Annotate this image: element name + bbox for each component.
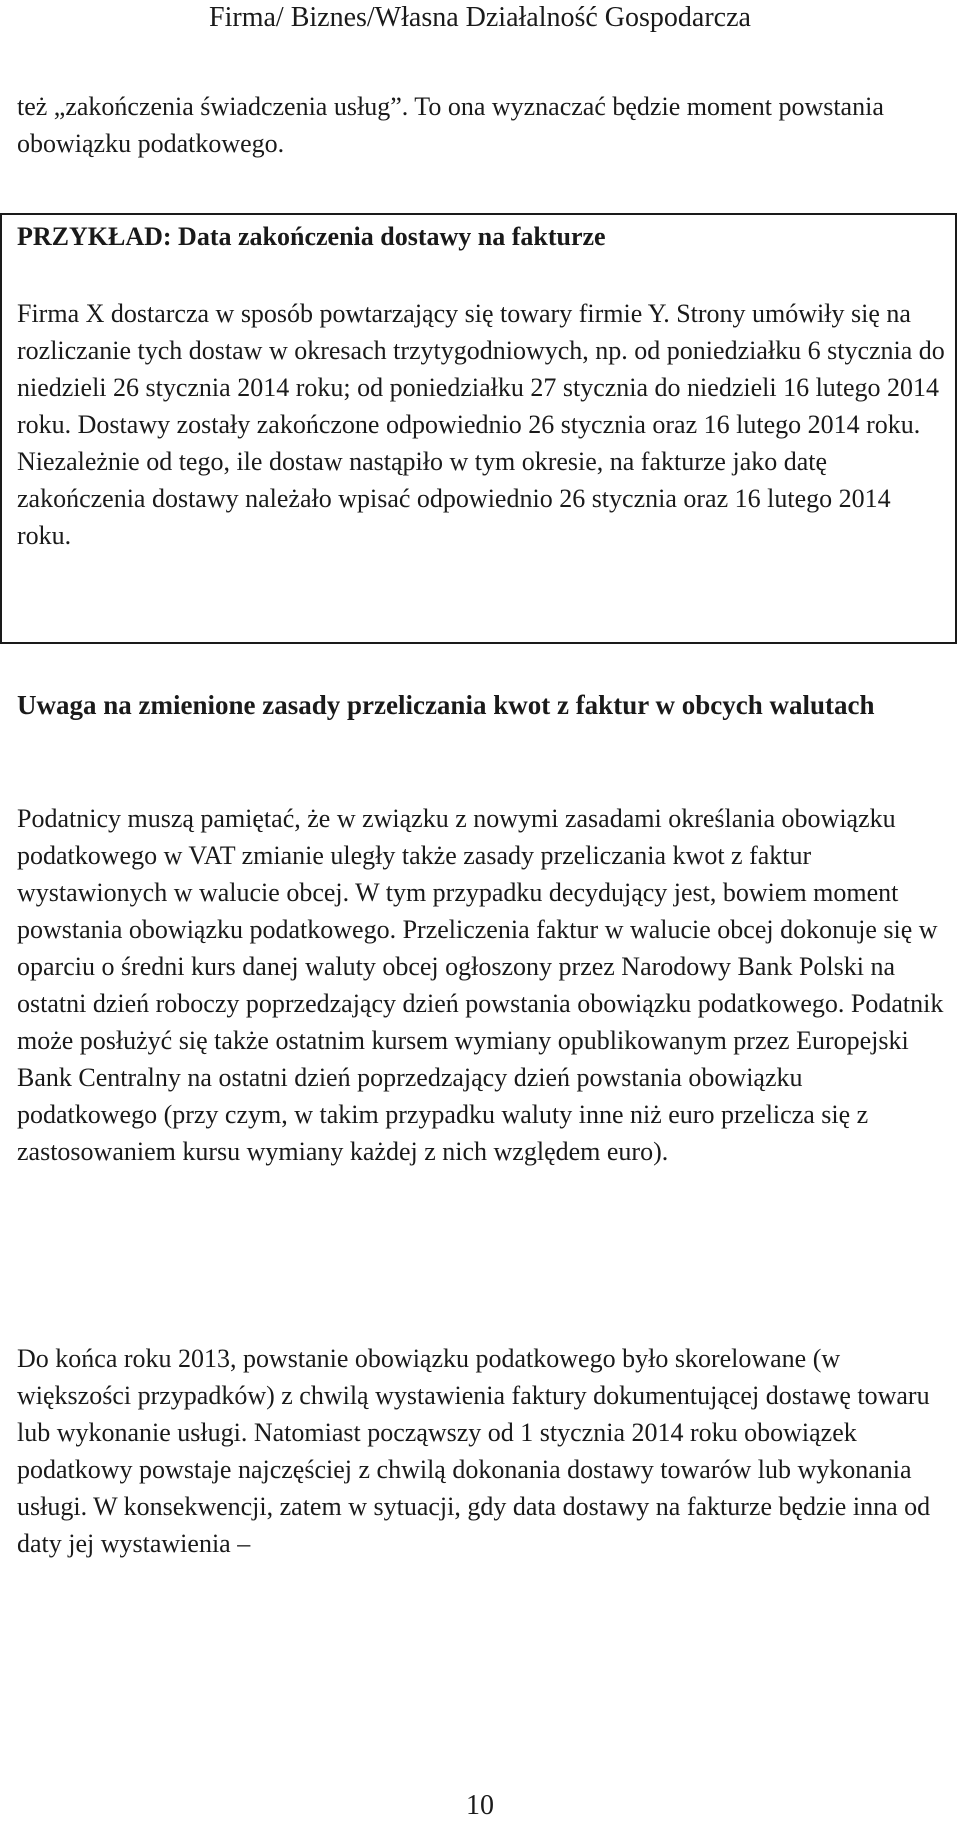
section-heading: Uwaga na zmienione zasady przeliczania kwot z faktur w obcych walutach (17, 690, 875, 720)
page-number: 10 (466, 1790, 494, 1821)
example-paragraph: Firma X dostarcza w sposób powtarzający się towary firmie Y. Strony umówiły się na rozliczanie tych dostaw w okresach trzytygodniowych, np. od poniedziałku 6 stycznia do niedzieli 26 stycznia 2014 roku; od poniedziałku 27 stycznia do niedzieli 16 lutego 2014 roku. Dostawy zostały zakończone odpowiednio 26 stycznia oraz 16 lutego 2014 roku. Niezależnie od tego, ile dostaw nastąpiło w tym okresie, na fakturze jako datę zakończenia dostawy należało wpisać odpowiednio 26 stycznia oraz 16 lutego 2014 roku. (17, 299, 945, 550)
example-title: PRZYKŁAD: Data zakończenia dostawy na fakturze (17, 222, 606, 251)
page-header: Firma/ Biznes/Własna Działalność Gospodarcza (209, 2, 751, 33)
intro-paragraph: też „zakończenia świadczenia usług”. To ona wyznaczać będzie moment powstania obowiązku podatkowego. (17, 92, 884, 158)
body-paragraph-1: Podatnicy muszą pamiętać, że w związku z nowymi zasadami określania obowiązku podatkowego w VAT zmianie uległy także zasady przeliczania kwot z faktur wystawionych w walucie obcej. W tym przypadku decydujący jest, bowiem moment powstania obowiązku podatkowego. Przeliczenia faktur w walucie obcej dokonuje się w oparciu o średni kurs danej waluty obcej ogłoszony przez Narodowy Bank Polski na ostatni dzień roboczy poprzedzający dzień powstania obowiązku podatkowego. Podatnik może posłużyć się także ostatnim kursem wymiany opublikowanym przez Europejski Bank Centralny na ostatni dzień poprzedzający dzień powstania obowiązku podatkowego (przy czym, w takim przypadku waluty inne niż euro przelicza się z zastosowaniem kursu wymiany każdej z nich względem euro). (17, 804, 944, 1166)
body-paragraph-2: Do końca roku 2013, powstanie obowiązku podatkowego było skorelowane (w większości przypadków) z chwilą wystawienia faktury dokumentującej dostawę towaru lub wykonanie usługi. Natomiast począwszy od 1 stycznia 2014 roku obowiązek podatkowy powstaje najczęściej z chwilą dokonania dostawy towarów lub wykonania usługi. W konsekwencji, zatem w sytuacji, gdy data dostawy na fakturze będzie inna od daty jej wystawienia – (17, 1344, 931, 1558)
